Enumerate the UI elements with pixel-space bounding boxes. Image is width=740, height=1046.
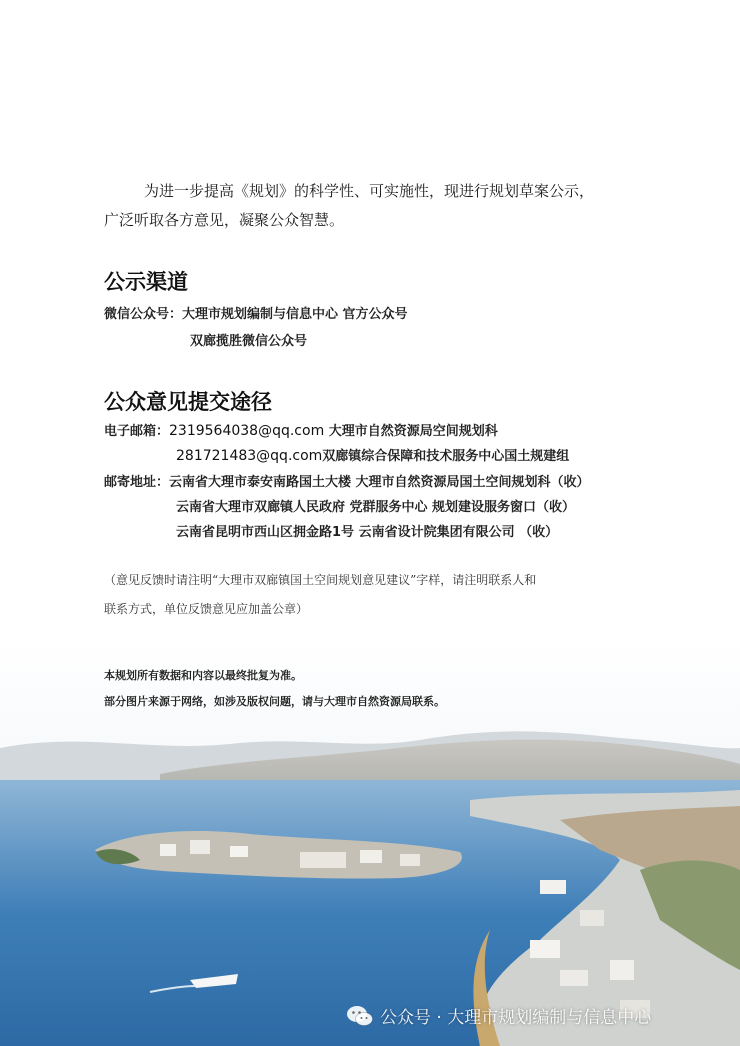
wechat-row-2 xyxy=(190,330,307,349)
disclaimer-line-2: 部分图片来源于网络，如涉及版权问题，请与大理市自然资源局联系。 xyxy=(104,695,445,708)
email-org-2: 双廊镇综合保障和技术服务中心国土规建组 xyxy=(322,449,570,464)
note-line-1: （意见反馈时请注明“大理市双廊镇国土空间规划意见建议”字样，请注明联系人和 xyxy=(104,573,537,587)
email-org-1: 大理市自然资源局空间规划科 xyxy=(328,424,498,439)
account-watermark xyxy=(346,1003,651,1028)
mail-address-3: 云南省昆明市西山区拥金路1号 云南省设计院集团有限公司 （收） xyxy=(176,525,559,540)
intro-paragraph xyxy=(104,177,624,235)
email-address-1[interactable]: 2319564038@qq.com xyxy=(169,423,325,439)
disclaimer-line-1: 本规划所有数据和内容以最终批复为准。 xyxy=(104,669,302,682)
email-label: 电子邮箱： xyxy=(104,424,170,439)
mail-address-2: 云南省大理市双廊镇人民政府 党群服务中心 规划建设服务窗口（收） xyxy=(176,500,576,515)
email-row-2 xyxy=(176,445,569,464)
mail-row-3 xyxy=(176,521,558,540)
mail-row-1 xyxy=(104,471,590,490)
wechat-account-2: 双廊揽胜微信公众号 xyxy=(190,334,308,349)
channels-heading: 公示渠道 xyxy=(104,270,188,294)
mail-row-2 xyxy=(176,496,575,515)
intro-line-2: 广泛听取各方意见，凝聚公众智慧。 xyxy=(104,211,345,229)
email-address-2[interactable]: 281721483@qq.com xyxy=(176,448,323,464)
submission-heading: 公众意见提交途径 xyxy=(104,390,272,414)
wechat-row-1 xyxy=(104,303,408,322)
watermark-text: 公众号 · 大理市规划编制与信息中心 xyxy=(380,1008,652,1028)
mail-label: 邮寄地址： xyxy=(104,475,170,490)
email-row-1 xyxy=(104,420,498,439)
wechat-label: 微信公众号： xyxy=(104,307,183,322)
feedback-note xyxy=(104,566,644,624)
mail-address-1: 云南省大理市泰安南路国土大楼 大理市自然资源局国土空间规划科（收） xyxy=(169,475,590,490)
note-line-2: 联系方式，单位反馈意见应加盖公章） xyxy=(104,602,309,616)
intro-line-1: 为进一步提高《规划》的科学性、可实施性，现进行规划草案公示， xyxy=(144,182,595,200)
wechat-icon xyxy=(346,1004,374,1028)
disclaimer xyxy=(104,663,445,715)
wechat-account-1: 大理市规划编制与信息中心 官方公众号 xyxy=(182,307,408,322)
